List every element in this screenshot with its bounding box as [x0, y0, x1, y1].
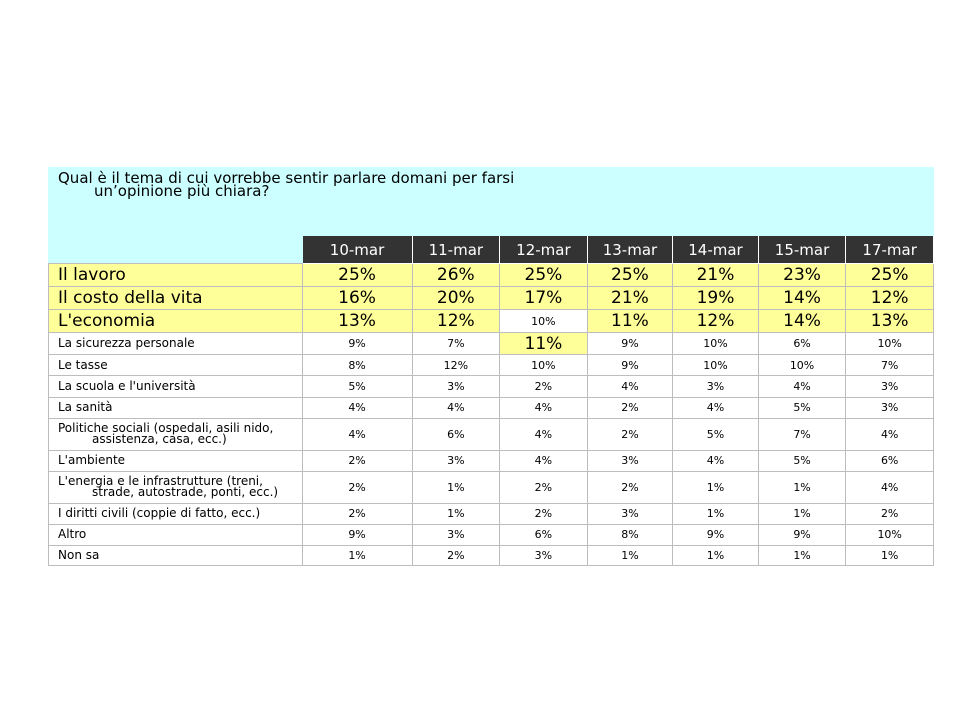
table-row: [49, 376, 934, 397]
data-cell: 17%: [500, 287, 588, 310]
data-cell: 6%: [846, 450, 934, 471]
table-row: [49, 355, 934, 376]
column-header-14-mar: 14-mar: [673, 236, 759, 264]
header-corner: [49, 236, 303, 264]
data-cell: 3%: [412, 524, 500, 545]
data-cell: 3%: [846, 397, 934, 418]
table-row: [49, 264, 934, 287]
data-cell: 1%: [587, 545, 673, 565]
data-cell: 10%: [673, 333, 759, 355]
data-cell: 4%: [500, 397, 588, 418]
table-row: [49, 397, 934, 418]
row-label-line: Il lavoro: [58, 264, 126, 285]
data-cell: 2%: [587, 418, 673, 450]
data-cell: 21%: [673, 264, 759, 287]
row-label-line: La sicurezza personale: [58, 336, 195, 351]
data-cell: 25%: [500, 264, 588, 287]
data-cell: 19%: [673, 287, 759, 310]
data-cell: 8%: [302, 355, 412, 376]
row-label-line: L'energia e le infrastrutture (treni,: [58, 474, 263, 489]
row-label: [49, 450, 303, 471]
row-label-line: strade, autostrade, ponti, ecc.): [92, 485, 279, 500]
row-label-line: I diritti civili (coppie di fatto, ecc.): [58, 506, 261, 521]
data-cell: 5%: [302, 376, 412, 397]
data-cell: 1%: [758, 545, 846, 565]
data-cell: 1%: [846, 545, 934, 565]
data-cell: 14%: [758, 287, 846, 310]
data-cell: 1%: [302, 545, 412, 565]
data-cell: 4%: [758, 376, 846, 397]
row-label-line: Le tasse: [58, 357, 108, 372]
data-cell: 23%: [758, 264, 846, 287]
data-cell: 3%: [412, 376, 500, 397]
data-cell: 4%: [846, 418, 934, 450]
data-cell: 3%: [846, 376, 934, 397]
data-cell: 7%: [412, 333, 500, 355]
row-label: [49, 376, 303, 397]
data-cell: 2%: [302, 471, 412, 503]
data-cell: 3%: [587, 503, 673, 524]
column-header-10-mar: 10-mar: [302, 236, 412, 264]
data-cell: 1%: [758, 471, 846, 503]
data-cell: 25%: [587, 264, 673, 287]
data-cell: 2%: [587, 471, 673, 503]
row-label: [49, 418, 303, 450]
data-cell: 4%: [673, 450, 759, 471]
data-cell: 7%: [846, 355, 934, 376]
data-cell: 8%: [587, 524, 673, 545]
data-cell: 10%: [758, 355, 846, 376]
table-row: [49, 450, 934, 471]
data-cell: 26%: [412, 264, 500, 287]
data-cell: 1%: [758, 503, 846, 524]
data-cell: 4%: [500, 418, 588, 450]
data-cell: 1%: [673, 545, 759, 565]
data-cell: 4%: [846, 471, 934, 503]
data-cell: 1%: [412, 503, 500, 524]
row-label: [49, 503, 303, 524]
data-cell: 5%: [758, 450, 846, 471]
data-cell: 21%: [587, 287, 673, 310]
row-label: [49, 471, 303, 503]
data-cell: 6%: [500, 524, 588, 545]
table-row: [49, 503, 934, 524]
data-cell: 3%: [500, 545, 588, 565]
data-cell: 16%: [302, 287, 412, 310]
table-row: [49, 310, 934, 333]
row-label-line: La scuola e l'università: [58, 378, 196, 393]
data-cell: 11%: [500, 333, 588, 355]
data-cell: 12%: [673, 310, 759, 333]
row-label-line: L'economia: [58, 310, 156, 331]
column-header-11-mar: 11-mar: [412, 236, 500, 264]
row-label-line: Il costo della vita: [58, 287, 203, 308]
data-cell: 2%: [846, 503, 934, 524]
table-row: [49, 418, 934, 450]
row-label-line: Altro: [58, 527, 87, 542]
data-cell: 10%: [846, 524, 934, 545]
data-cell: 2%: [302, 503, 412, 524]
data-cell: 25%: [846, 264, 934, 287]
data-cell: 7%: [758, 418, 846, 450]
data-cell: 11%: [587, 310, 673, 333]
row-label-line: Politiche sociali (ospedali, asili nido,: [58, 421, 274, 436]
column-header-17-mar: 17-mar: [846, 236, 934, 264]
data-cell: 9%: [302, 333, 412, 355]
row-label: [49, 287, 303, 310]
data-cell: 4%: [673, 397, 759, 418]
row-label: [49, 333, 303, 355]
row-label-line: assistenza, casa, ecc.): [92, 432, 227, 447]
data-cell: 9%: [673, 524, 759, 545]
row-label-line: Non sa: [58, 547, 100, 562]
data-cell: 5%: [758, 397, 846, 418]
data-cell: 2%: [302, 450, 412, 471]
data-cell: 1%: [673, 503, 759, 524]
data-cell: 12%: [412, 310, 500, 333]
data-cell: 10%: [846, 333, 934, 355]
row-label: [49, 310, 303, 333]
data-cell: 2%: [500, 503, 588, 524]
data-cell: 13%: [846, 310, 934, 333]
data-cell: 9%: [302, 524, 412, 545]
poll-table: [48, 167, 934, 566]
title-line-1: Qual è il tema di cui vorrebbe sentir parlare domani per farsi: [58, 169, 515, 187]
table-row: [49, 333, 934, 355]
data-cell: 10%: [500, 310, 588, 333]
data-cell: 10%: [673, 355, 759, 376]
data-cell: 4%: [302, 397, 412, 418]
data-cell: 5%: [673, 418, 759, 450]
data-cell: 1%: [673, 471, 759, 503]
column-header-13-mar: 13-mar: [587, 236, 673, 264]
row-label-line: L'ambiente: [58, 453, 126, 468]
data-cell: 6%: [758, 333, 846, 355]
data-cell: 4%: [587, 376, 673, 397]
data-cell: 1%: [412, 471, 500, 503]
table-title: [49, 168, 934, 236]
row-label: [49, 355, 303, 376]
data-cell: 20%: [412, 287, 500, 310]
data-cell: 4%: [500, 450, 588, 471]
data-cell: 3%: [587, 450, 673, 471]
data-cell: 2%: [412, 545, 500, 565]
data-cell: 2%: [500, 471, 588, 503]
data-cell: 12%: [412, 355, 500, 376]
data-cell: 4%: [302, 418, 412, 450]
table-row: [49, 287, 934, 310]
data-cell: 6%: [412, 418, 500, 450]
data-cell: 14%: [758, 310, 846, 333]
data-cell: 2%: [500, 376, 588, 397]
data-cell: 13%: [302, 310, 412, 333]
table-row: [49, 471, 934, 503]
column-header-12-mar: 12-mar: [500, 236, 588, 264]
row-label: [49, 397, 303, 418]
data-cell: 3%: [412, 450, 500, 471]
data-cell: 12%: [846, 287, 934, 310]
row-label-line: La sanità: [58, 400, 113, 415]
data-cell: 9%: [758, 524, 846, 545]
data-cell: 3%: [673, 376, 759, 397]
row-label: [49, 264, 303, 287]
table-row: [49, 545, 934, 565]
data-cell: 10%: [500, 355, 588, 376]
row-label: [49, 524, 303, 545]
row-label: [49, 545, 303, 565]
title-line-2: un’opinione più chiara?: [94, 182, 270, 200]
table-row: [49, 524, 934, 545]
data-cell: 25%: [302, 264, 412, 287]
column-header-15-mar: 15-mar: [758, 236, 846, 264]
data-cell: 9%: [587, 333, 673, 355]
data-cell: 9%: [587, 355, 673, 376]
data-cell: 4%: [412, 397, 500, 418]
data-cell: 2%: [587, 397, 673, 418]
